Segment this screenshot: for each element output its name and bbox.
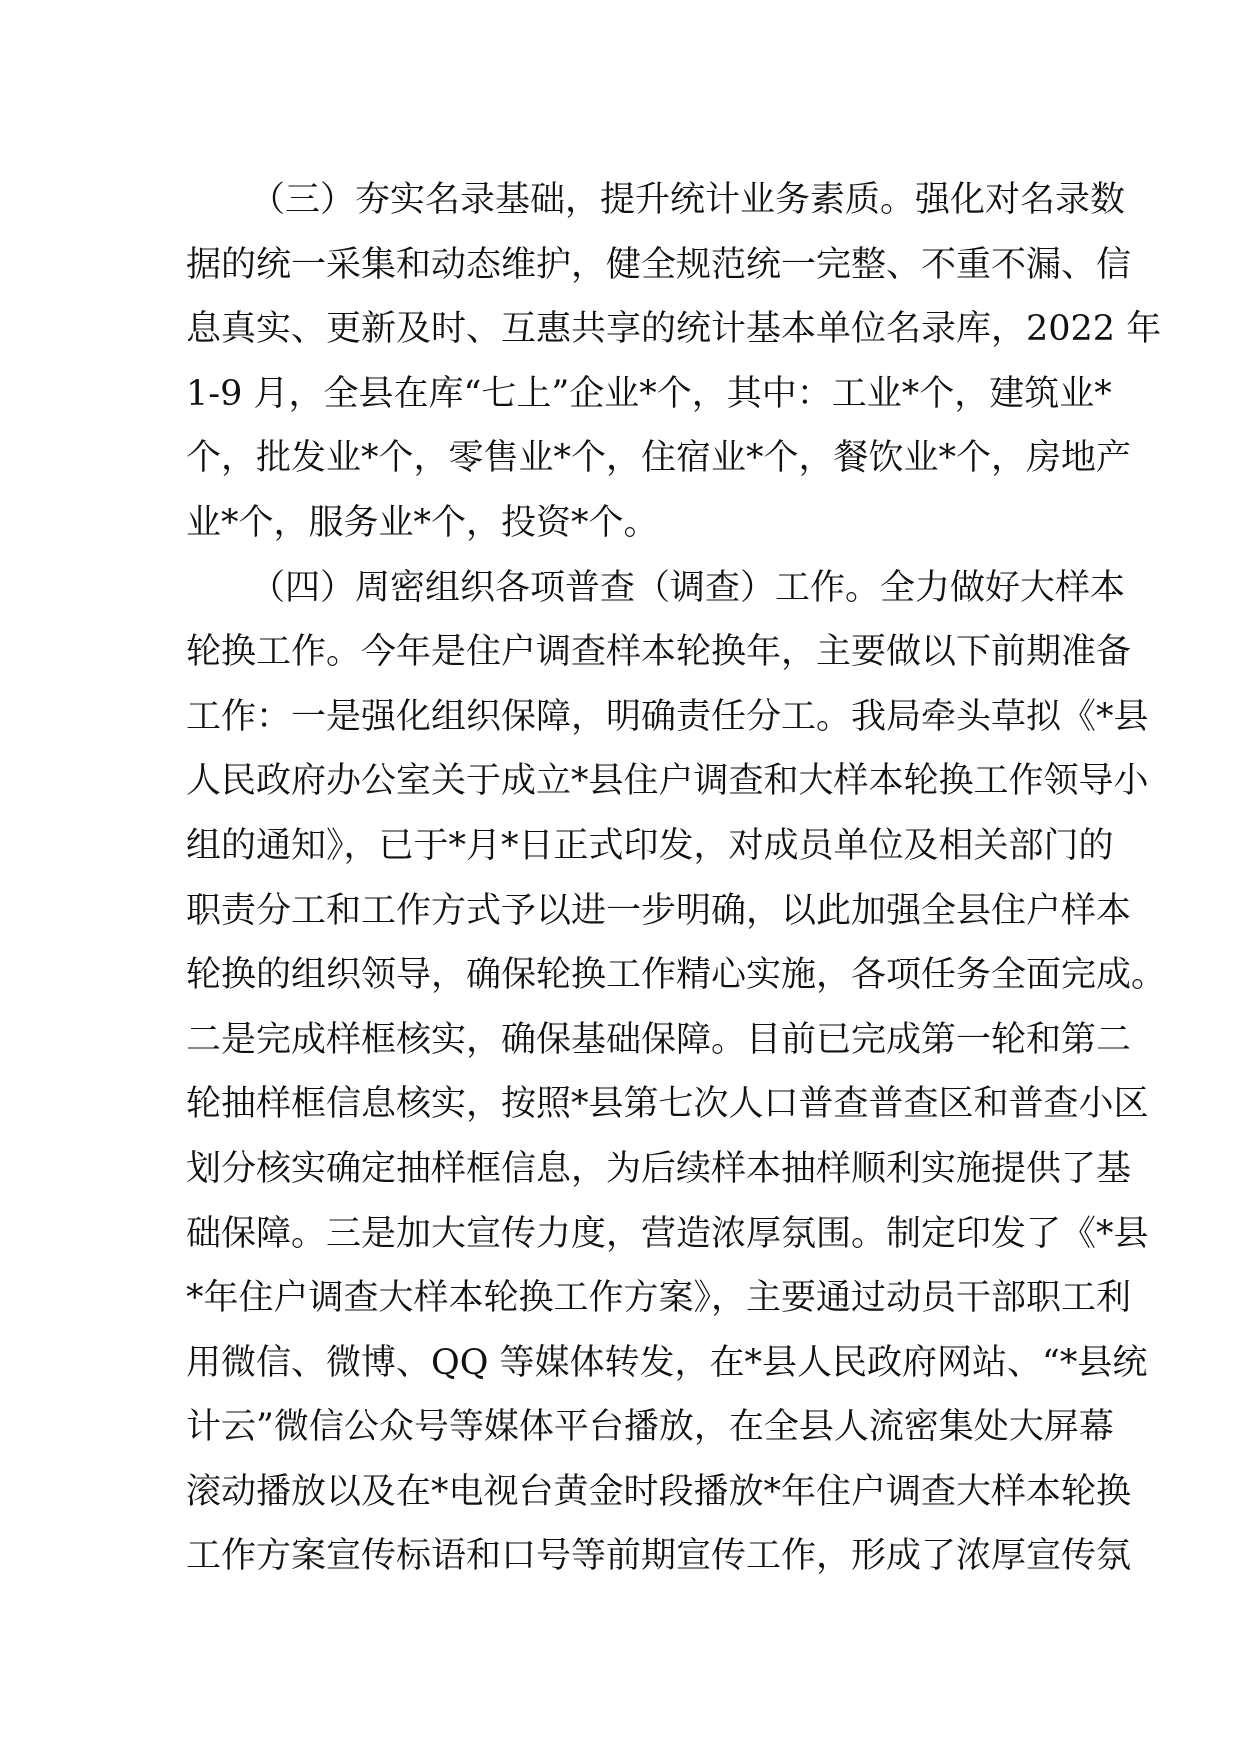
- text-line: 础保障。三是加大宣传力度，营造浓厚氛围。制定印发了《*县: [186, 1213, 1149, 1254]
- text-line: 轮换的组织领导，确保轮换工作精心实施，各项任务全面完成。: [186, 955, 1167, 996]
- text-line: 息真实、更新及时、互惠共享的统计基本单位名录库，2022 年: [186, 309, 1162, 350]
- text-line: 人民政府办公室关于成立*县住户调查和大样本轮换工作领导小: [186, 761, 1149, 802]
- text-line: （三）夯实名录基础，提升统计业务素质。强化对名录数: [250, 180, 1126, 220]
- text-line: 划分核实确定抽样框信息，为后续样本抽样顺利实施提供了基: [186, 1148, 1132, 1189]
- paragraph-3: [186, 168, 1162, 556]
- paragraph-4: [186, 556, 1167, 1590]
- text-line: 二是完成样框核实，确保基础保障。目前已完成第一轮和第二: [186, 1019, 1132, 1060]
- text-line: 组的通知》，已于*月*日正式印发，对成员单位及相关部门的: [186, 825, 1114, 866]
- text-line: 据的统一采集和动态维护，健全规范统一完整、不重不漏、信: [186, 244, 1132, 285]
- text-line: 轮抽样框信息核实，按照*县第七次人口普查普查区和普查小区: [186, 1084, 1149, 1125]
- text-line: 滚动播放以及在*电视台黄金时段播放*年住户调查大样本轮换: [186, 1471, 1132, 1512]
- text-line: 职责分工和工作方式予以进一步明确，以此加强全县住户样本: [186, 890, 1132, 931]
- text-line: 计云”微信公众号等媒体平台播放，在全县人流密集处大屏幕: [186, 1407, 1114, 1448]
- text-line: 工作：一是强化组织保障，明确责任分工。我局牵头草拟《*县: [186, 696, 1149, 737]
- text-line: *年住户调查大样本轮换工作方案》，主要通过动员干部职工利: [186, 1278, 1132, 1319]
- text-line: （四）周密组织各项普查（调查）工作。全力做好大样本: [250, 567, 1126, 608]
- document-body: [186, 168, 1167, 1589]
- text-line: 轮换工作。今年是住户调查样本轮换年，主要做以下前期准备: [186, 632, 1132, 673]
- text-line: 个，批发业*个，零售业*个，住宿业*个，餐饮业*个，房地产: [186, 438, 1132, 479]
- text-line: 1-9 月，全县在库“七上”企业*个，其中：工业*个，建筑业*: [186, 373, 1112, 414]
- text-line: 用微信、微博、QQ 等媒体转发，在*县人民政府网站、“*县统: [186, 1342, 1148, 1383]
- text-line: 工作方案宣传标语和口号等前期宣传工作，形成了浓厚宣传氛: [186, 1536, 1132, 1577]
- text-line: 业*个，服务业*个，投资*个。: [186, 502, 659, 543]
